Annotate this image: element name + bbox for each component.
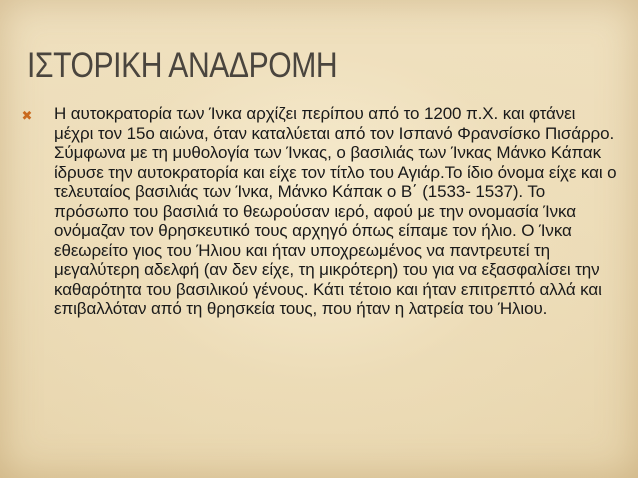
bullet-item bbox=[20, 104, 620, 319]
bullet-text: Η αυτοκρατορία των Ίνκα αρχίζει περίπου από το 1200 π.Χ. και φτάνει μέχρι τον 15ο αιώνα, όταν καταλύεται από τον Ισπανό Φρανσίσκο Πισάρρο. Σύμφωνα με τη μυθολογία των Ίνκας, ο βασιλιάς των Ίνκας Μάνκο Κάπακ ίδρυσε την αυτοκρατορία και είχε τον τίτλο του Αγιάρ.Το ίδιο όνομα είχε και ο τελευταίος βασιλιάς των Ίνκα, Μάνκο Κάπακ ο Β΄ (1533- 1537). Το πρόσωπο του βασιλιά το θεωρούσαν ιερό, αφού με την ονομασία Ίνκα ονόμαζαν τον θρησκευτικό τους αρχηγό όπως είπαμε τον ήλιο. Ο Ίνκα εθεωρείτο γιος του Ήλιου και ήταν υποχρεωμένος να παντρευτεί τη μεγαλύτερη αδελφή (αν δεν είχε, τη μικρότερη) του για να εξασφαλίσει την καθαρότητα του βασιλικού γένους. Κάτι τέτοιο και ήταν επιτρεπτό αλλά και επιβαλλόταν από τη θρησκεία τους, που ήταν η λατρεία του Ήλιου. bbox=[54, 104, 617, 318]
slide-content bbox=[20, 104, 620, 434]
slide-title: ΙΣΤΟΡΙΚΗ ΑΝΑΔΡΟΜΗ bbox=[27, 46, 338, 85]
x-bullet-icon: ✖ bbox=[21, 108, 33, 123]
